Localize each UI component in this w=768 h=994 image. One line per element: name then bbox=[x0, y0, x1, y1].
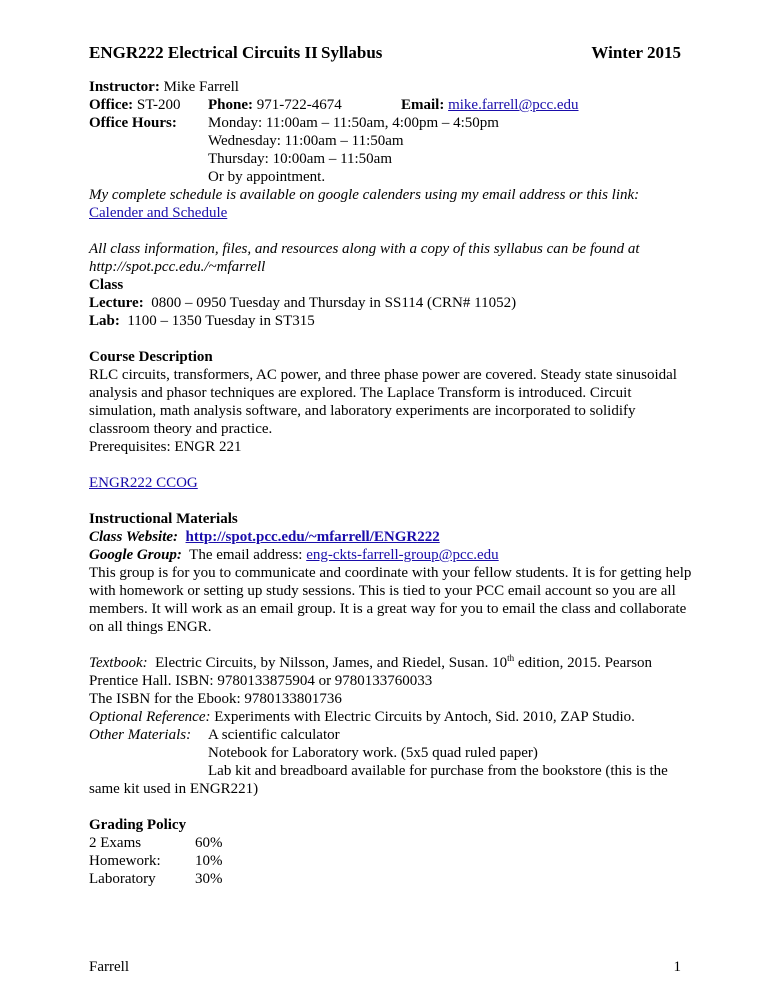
group-description-line: on all things ENGR. bbox=[89, 619, 212, 635]
other-materials-label: Other Materials: bbox=[89, 727, 192, 743]
grading-row bbox=[89, 870, 681, 888]
instructor-row bbox=[89, 78, 681, 96]
office-hours-thursday: Thursday: 10:00am – 11:50am bbox=[208, 151, 392, 167]
optional-reference-label: Optional Reference: bbox=[89, 709, 211, 725]
grading-row bbox=[89, 852, 681, 870]
group-description-line: members. It will work as an email group. It is a great way for you to email the class and collaborate bbox=[89, 601, 687, 617]
grading-percent: 60% bbox=[195, 835, 223, 851]
group-description-line: with homework or setting up study sessions. This is tied to your PCC email account so you are all bbox=[89, 583, 676, 599]
grading-item: Homework: bbox=[89, 853, 161, 869]
other-material-item: Notebook for Laboratory work. (5x5 quad ruled paper) bbox=[208, 745, 538, 761]
textbook-isbn: Prentice Hall. ISBN: 9780133875904 or 9780133760033 bbox=[89, 673, 433, 689]
textbook-edition-sup: th bbox=[507, 653, 515, 663]
textbook-row bbox=[89, 654, 681, 672]
class-website-link[interactable]: http://spot.pcc.edu/~mfarrell/ENGR222 bbox=[185, 529, 440, 545]
other-materials-row bbox=[89, 726, 681, 744]
phone-value: 971-722-4674 bbox=[256, 97, 342, 113]
optional-reference-row bbox=[89, 708, 681, 726]
instructor-name: Mike Farrell bbox=[163, 79, 239, 95]
grading-item: 2 Exams bbox=[89, 835, 142, 851]
page-number: 1 bbox=[673, 959, 681, 975]
email-link[interactable]: mike.farrell@pcc.edu bbox=[448, 97, 579, 113]
phone-label: Phone: bbox=[208, 97, 253, 113]
other-material-item: Lab kit and breadboard available for purchase from the bookstore (this is the bbox=[208, 763, 668, 779]
lab-row bbox=[89, 312, 681, 330]
contact-row bbox=[89, 96, 681, 114]
page-header bbox=[89, 44, 681, 66]
office-hours-monday: Monday: 11:00am – 11:50am, 4:00pm – 4:50pm bbox=[208, 115, 499, 131]
page-footer bbox=[89, 958, 681, 976]
google-group-text: The email address: bbox=[189, 547, 303, 563]
group-description-line: This group is for you to communicate and coordinate with your fellow students. It is for getting help bbox=[89, 565, 692, 581]
course-description-line: RLC circuits, transformers, AC power, and three phase power are covered. Steady state sinusoidal bbox=[89, 367, 677, 383]
ccog-link[interactable]: ENGR222 CCOG bbox=[89, 475, 198, 491]
lecture-row bbox=[89, 294, 681, 312]
resources-note: All class information, files, and resources along with a copy of this syllabus can be found at bbox=[89, 241, 640, 257]
materials-heading: Instructional Materials bbox=[89, 511, 238, 527]
lab-label: Lab: bbox=[89, 313, 120, 329]
grading-heading: Grading Policy bbox=[89, 817, 187, 833]
footer-author: Farrell bbox=[89, 959, 129, 975]
lecture-label: Lecture: bbox=[89, 295, 144, 311]
grading-row bbox=[89, 834, 681, 852]
email-label: Email: bbox=[401, 97, 445, 113]
course-description-line: classroom theory and practice. bbox=[89, 421, 273, 437]
textbook-title: Electric Circuits, by Nilsson, James, and Riedel, Susan. 10 bbox=[155, 655, 508, 671]
google-group-label: Google Group: bbox=[89, 547, 182, 563]
course-title: ENGR222 Electrical Circuits II bbox=[89, 43, 318, 62]
grading-percent: 10% bbox=[195, 853, 223, 869]
office-hours-appointment: Or by appointment. bbox=[208, 169, 326, 185]
class-website-label: Class Website: bbox=[89, 529, 179, 545]
lab-value: 1100 – 1350 Tuesday in ST315 bbox=[127, 313, 315, 329]
term: Winter 2015 bbox=[591, 43, 681, 62]
office-hours-label: Office Hours: bbox=[89, 115, 177, 131]
schedule-note: My complete schedule is available on google calenders using my email address or this link: bbox=[89, 187, 640, 203]
other-material-item: A scientific calculator bbox=[208, 727, 340, 743]
doc-type: Syllabus bbox=[321, 43, 383, 62]
office-hours-row bbox=[89, 114, 681, 132]
course-description-line: simulation, math analysis software, and laboratory experiments are incorporated to solidify bbox=[89, 403, 636, 419]
optional-reference-value: Experiments with Electric Circuits by Antoch, Sid. 2010, ZAP Studio. bbox=[214, 709, 635, 725]
textbook-label: Textbook: bbox=[89, 655, 148, 671]
grading-percent: 30% bbox=[195, 871, 223, 887]
prerequisites: Prerequisites: ENGR 221 bbox=[89, 439, 242, 455]
office-value: ST-200 bbox=[136, 97, 181, 113]
lecture-value: 0800 – 0950 Tuesday and Thursday in SS114 (CRN# 11052) bbox=[151, 295, 517, 311]
google-group-row bbox=[89, 546, 681, 564]
google-group-email-link[interactable]: eng-ckts-farrell-group@pcc.edu bbox=[306, 547, 499, 563]
other-material-continuation: same kit used in ENGR221) bbox=[89, 781, 259, 797]
office-hours-wednesday: Wednesday: 11:00am – 11:50am bbox=[208, 133, 404, 149]
course-description-heading: Course Description bbox=[89, 349, 213, 365]
ebook-isbn: The ISBN for the Ebook: 9780133801736 bbox=[89, 691, 342, 707]
instructor-label: Instructor: bbox=[89, 79, 160, 95]
calendar-schedule-link[interactable]: Calender and Schedule bbox=[89, 205, 228, 221]
resources-url: http://spot.pcc.edu./~mfarrell bbox=[89, 259, 266, 275]
textbook-edition: edition, 2015. Pearson bbox=[514, 655, 653, 671]
grading-item: Laboratory bbox=[89, 871, 156, 887]
course-description-line: analysis and phasor techniques are explored. The Laplace Transform is introduced. Circuit bbox=[89, 385, 632, 401]
class-website-row bbox=[89, 528, 681, 546]
office-label: Office: bbox=[89, 97, 134, 113]
class-heading: Class bbox=[89, 277, 124, 293]
